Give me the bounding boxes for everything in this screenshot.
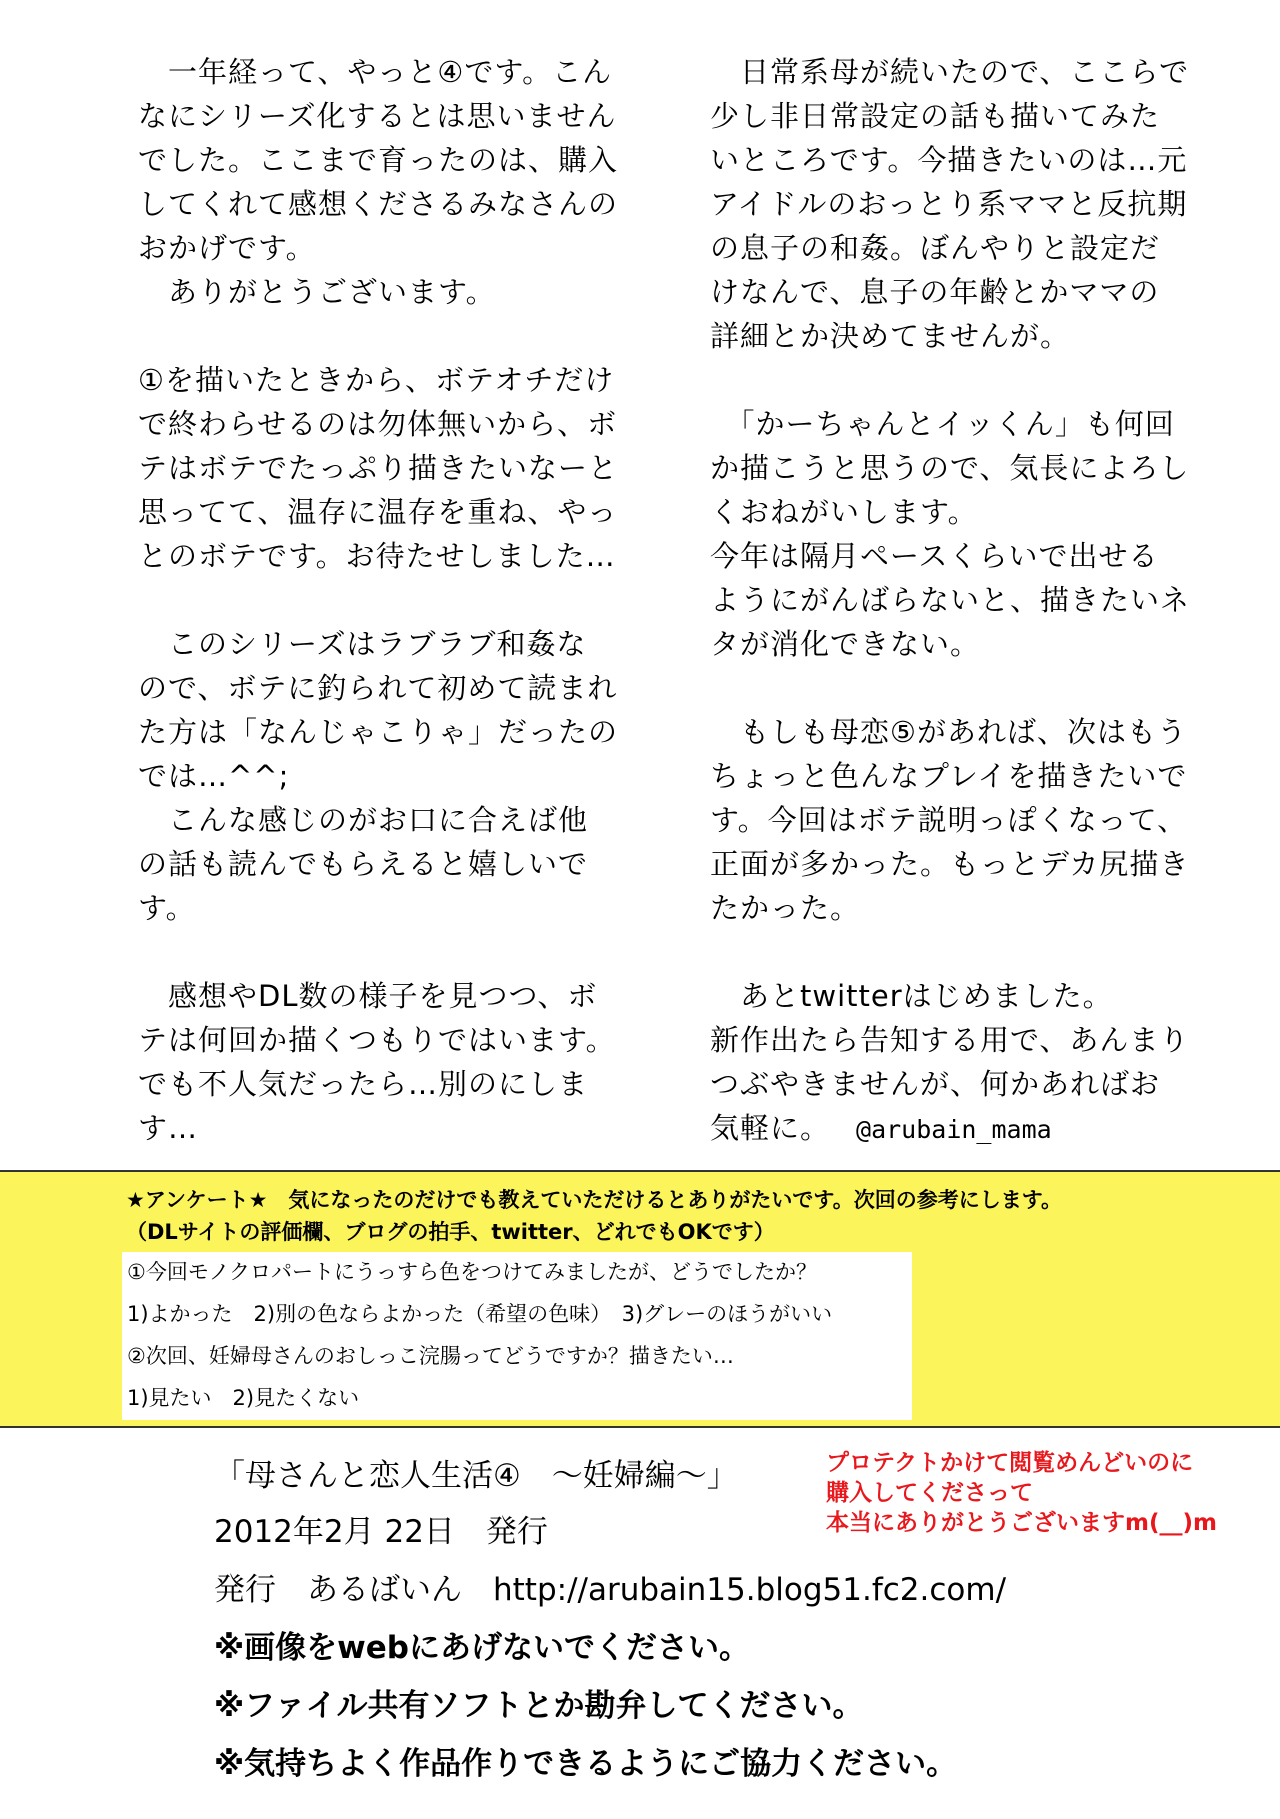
closing-text: 気軽に。: [710, 1111, 831, 1145]
right_column-text-line: アイドルのおっとり系ママと反抗期: [710, 187, 1188, 221]
thanks-note: [826, 1448, 1217, 1538]
notice-no-filesharing: ※ファイル共有ソフトとか勘弁してください。: [214, 1688, 864, 1724]
survey-panel: [0, 1170, 1280, 1428]
survey-question-2: ②次回、妊婦母さんのおしっこ浣腸ってどうですか？描きたい…: [127, 1344, 734, 1368]
survey-question-2-options: 1)見たい 2)見たくない: [127, 1386, 360, 1410]
left_column-text-line: ありがとうございます。: [138, 275, 496, 309]
right_column-text-line: いところです。今描きたいのは…元: [710, 143, 1188, 177]
right_column-text-line: 日常系母が続いたので、ここらで: [710, 55, 1190, 89]
thanks-note-line: 購入してくださって: [826, 1480, 1033, 1506]
publisher-line: 発行 あるばいん http://arubain15.blog51.fc2.com/: [214, 1572, 1007, 1608]
right_column-text-line: 新作出たら告知する用で、あんまり: [710, 1023, 1190, 1057]
right_column-text-line: つぶやきませんが、何かあればお: [710, 1067, 1161, 1101]
survey-question-1-options: 1)よかった 2)別の色ならよかった（希望の色味） 3)グレーのほうがいい: [127, 1302, 833, 1326]
left_column-text-line: テは何回か描くつもりではいます。: [138, 1023, 616, 1057]
survey-questions-box: [122, 1252, 912, 1420]
left_column-text-line: こんな感じのがお口に合えば他: [138, 803, 589, 837]
paragraph-gap: [710, 930, 1230, 974]
right_column-text-line: たかった。: [710, 891, 861, 925]
right_column-text-line: の息子の和姦。ぼんやりと設定だ: [710, 231, 1161, 265]
left_column-text-line: とのボテです。お待たせしました…: [138, 539, 616, 573]
left_column-text-line: ①を描いたときから、ボテオチだけ: [138, 363, 615, 397]
right_column-text-line: ようにがんばらないと、描きたいネ: [710, 583, 1191, 617]
left_column-text-line: このシリーズはラブラブ和姦な: [138, 627, 587, 661]
left_column-text-line: で終わらせるのは勿体無いから、ボ: [138, 407, 618, 441]
survey-title: ★アンケート★ 気になったのだけでも教えていただけるとありがたいです。次回の参考にします。: [126, 1188, 1063, 1212]
paragraph-gap: [710, 666, 1230, 710]
left_column-text-line: す…: [138, 1111, 199, 1145]
afterword-left-column: [138, 50, 658, 1150]
notice-no-web: ※画像をwebにあげないでください。: [214, 1630, 750, 1666]
twitter-handle: @arubain_mama: [856, 1115, 1052, 1144]
right_column-text-line: か描こうと思うので、気長によろし: [710, 451, 1190, 485]
notice-cooperate: ※気持ちよく作品作りできるようにご協力ください。: [214, 1746, 958, 1782]
paragraph-gap: [138, 314, 658, 358]
left_column-text-line: でした。ここまで育ったのは、購入: [138, 143, 619, 177]
right_column-text-line: ちょっと色んなプレイを描きたいで: [710, 759, 1188, 793]
left_column-text-line: す。: [138, 891, 196, 925]
survey-question-1: ①今回モノクロパートにうっすら色をつけてみましたが、どうでしたか？: [127, 1260, 817, 1284]
left_column-text-line: 感想やDL数の様子を見つつ、ボ: [138, 979, 598, 1013]
right_column-text-line: タが消化できない。: [710, 627, 981, 661]
left_column-text-line: なにシリーズ化するとは思いません: [138, 99, 617, 133]
thanks-note-line: プロテクトかけて閲覧めんどいのに: [826, 1450, 1194, 1476]
left_column-text-line: テはボテでたっぷり描きたいなーと: [138, 451, 619, 485]
paragraph-gap: [138, 578, 658, 622]
afterword-right-column: [710, 50, 1230, 1150]
right_column-text-line: もしも母恋⑤があれば、次はもう: [710, 715, 1187, 749]
left_column-text-line: おかげです。: [138, 231, 316, 265]
right_column-text-line: 詳細とか決めてませんが。: [710, 319, 1071, 353]
left_column-text-line: では…^^;: [138, 759, 290, 793]
right-column-last-line: [710, 1106, 1230, 1150]
left_column-text-line: してくれて感想くださるみなさんの: [138, 187, 619, 221]
right_column-text-line: す。今回はボテ説明っぽくなって、: [710, 803, 1188, 837]
book-title: 「母さんと恋人生活④ ～妊婦編～」: [214, 1458, 738, 1494]
right_column-text-line: 少し非日常設定の話も描いてみた: [710, 99, 1161, 133]
right_column-text-line: 「かーちゃんとイッくん」も何回: [710, 407, 1175, 441]
left_column-text-line: ので、ボテに釣られて初めて読まれ: [138, 671, 618, 705]
left_column-text-line: 思ってて、温存に温存を重ね、やっ: [138, 495, 618, 529]
right_column-text-line: あとtwitterはじめました。: [710, 979, 1113, 1013]
left_column-text-line: の話も読んでもらえると嬉しいで: [138, 847, 589, 881]
left_column-text-line: た方は「なんじゃこりゃ」だったの: [138, 715, 619, 749]
right_column-text-line: 正面が多かった。もっとデカ尻描き: [710, 847, 1190, 881]
left_column-text-line: でも不人気だったら…別のにしま: [138, 1067, 589, 1101]
right_column-text-line: けなんで、息子の年齢とかママの: [710, 275, 1160, 309]
left_column-text-line: 一年経って、やっと④です。こん: [138, 55, 613, 89]
right_column-text-line: 今年は隔月ペースくらいで出せる: [710, 539, 1159, 573]
publish-date: 2012年2月 22日 発行: [214, 1514, 548, 1550]
paragraph-gap: [710, 358, 1230, 402]
paragraph-gap: [138, 930, 658, 974]
survey-subtitle: （DLサイトの評価欄、ブログの拍手、twitter、どれでもOKです）: [126, 1220, 775, 1244]
thanks-note-line: 本当にありがとうございますm(__)m: [826, 1510, 1217, 1536]
right_column-text-line: くおねがいします。: [710, 495, 978, 529]
